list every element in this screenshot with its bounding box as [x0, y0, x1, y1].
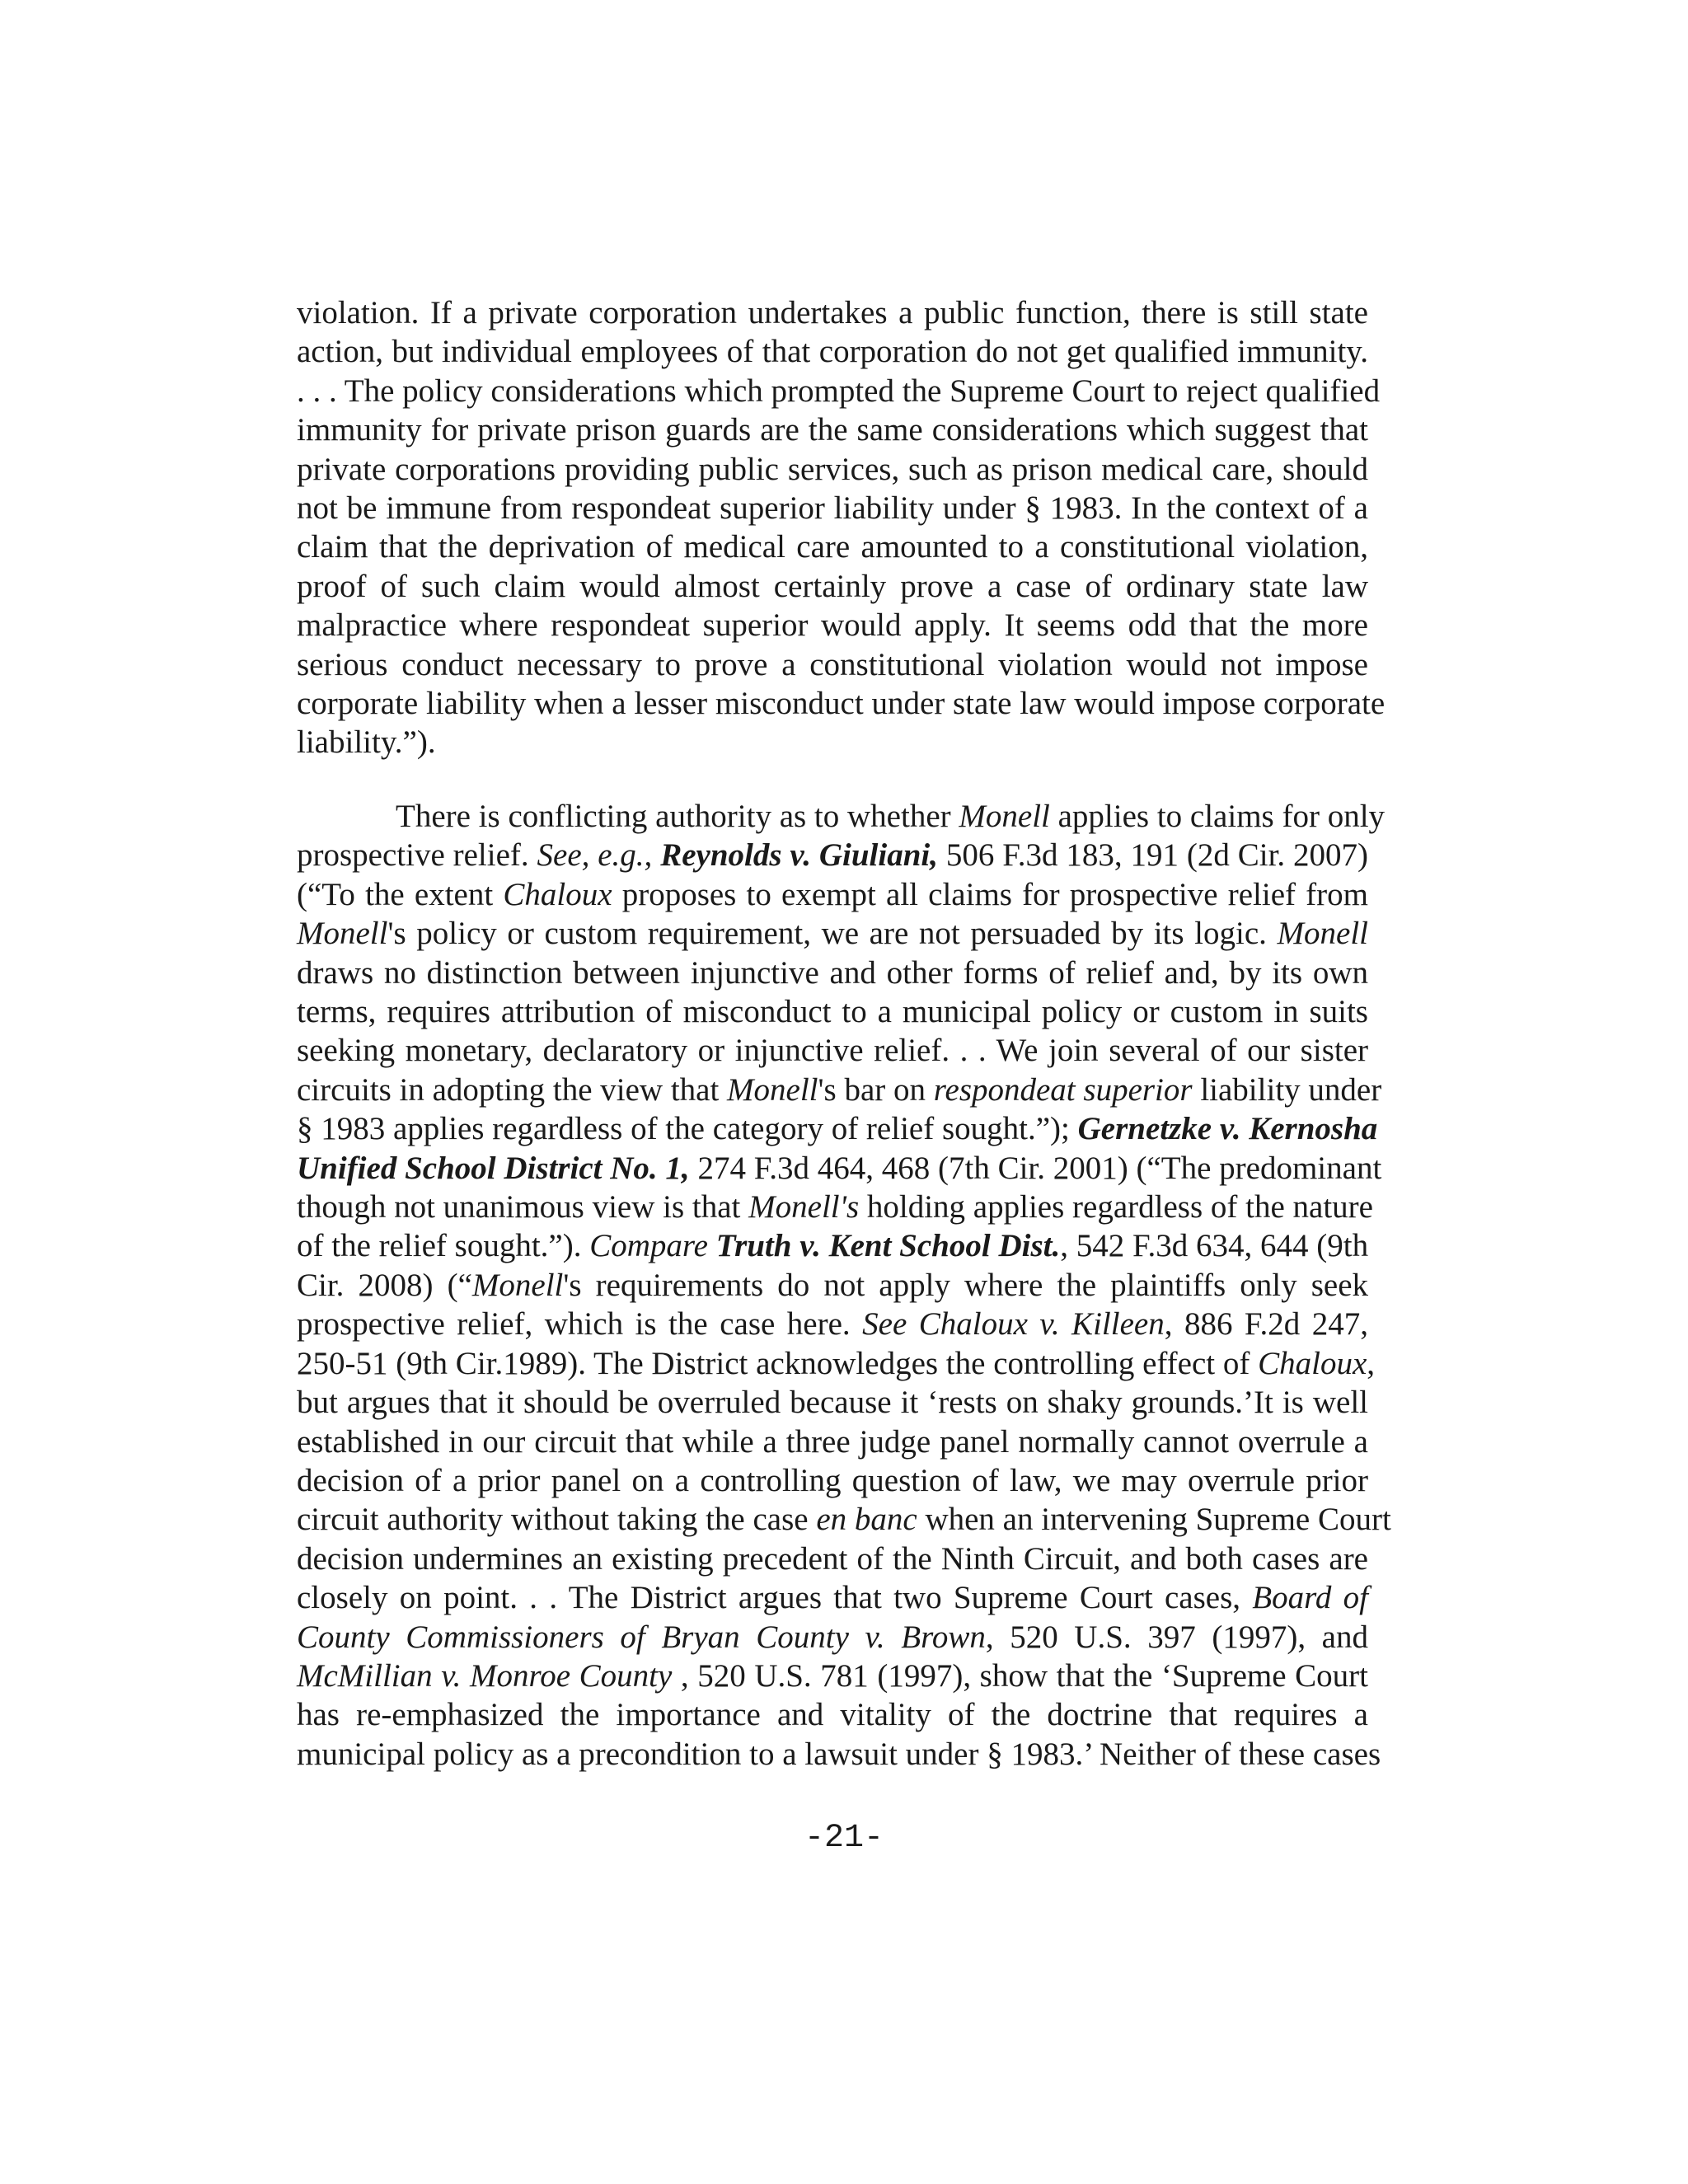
text-line: County Commissioners of Bryan County v. Brown, 520 U.S. 397 (1997), and [297, 1619, 1368, 1655]
text-line: proof of such claim would almost certainly prove a case of ordinary state law [297, 568, 1368, 604]
text-line: . . . The policy considerations which prompted the Supreme Court to reject qualified [297, 373, 1381, 409]
signal: Compare [589, 1228, 708, 1264]
text-line: McMillian v. Monroe County , 520 U.S. 781 (1997), show that the ‘Supreme Court [297, 1657, 1368, 1694]
text-line: corporate liability when a lesser misconduct under state law would impose corporate [297, 686, 1386, 722]
legal-term: respondeat superior [933, 1071, 1193, 1108]
case-name: Monell [471, 1267, 564, 1303]
text-line: decision of a prior panel on a controlling question of law, we may overrule prior [297, 1462, 1368, 1498]
case-name: County Commissioners of Bryan County v. Brown [297, 1619, 986, 1655]
text-line: violation. If a private corporation undertakes a public function, there is still state [297, 295, 1368, 330]
text-line: though not unanimous view is that Monell's holding applies regardless of the nature [297, 1189, 1373, 1226]
case-citation: Truth v. Kent School Dist. [715, 1228, 1061, 1264]
text-line: has re-emphasized the importance and vitality of the doctrine that requires a [297, 1697, 1368, 1733]
text-line: 250-51 (9th Cir.1989). The District acknowledges the controlling effect of Chaloux, [297, 1345, 1376, 1381]
text-line: Monell's policy or custom requirement, we are not persuaded by its logic. Monell [297, 916, 1368, 952]
text-line: (“To the extent Chaloux proposes to exempt all claims for prospective relief from [297, 876, 1368, 912]
text-line: action, but individual employees of that corporation do not get qualified immunity. [297, 334, 1368, 370]
text-line: liability.”). [297, 724, 436, 761]
text-line: private corporations providing public services, such as prison medical care, should [297, 451, 1368, 487]
text-line: § 1983 applies regardless of the category of relief sought.”); Gernetzke v. Kernosha [297, 1111, 1378, 1147]
case-citation: See Chaloux v. Killeen [862, 1306, 1165, 1343]
paragraph-main [297, 797, 1391, 1774]
case-name: Monell [1277, 916, 1368, 952]
text-line: Cir. 2008) (“Monell's requirements do not apply where the plaintiffs only seek [297, 1267, 1368, 1303]
case-name: McMillian v. Monroe County [297, 1657, 673, 1694]
case-name: Board of [1252, 1580, 1368, 1616]
text-line: prospective relief. See, e.g., Reynolds v. Giuliani, 506 F.3d 183, 191 (2d Cir. 2007) [297, 837, 1369, 874]
text-line: serious conduct necessary to prove a constitutional violation would not impose [297, 646, 1368, 682]
text-line: immunity for private prison guards are the same considerations which suggest that [297, 412, 1368, 448]
case-name: Chaloux [503, 876, 612, 912]
text-line: malpractice where respondeat superior would apply. It seems odd that the more [297, 607, 1368, 644]
text-line: but argues that it should be overruled because it ‘rests on shaky grounds.’It is well [297, 1385, 1368, 1421]
text-line: claim that the deprivation of medical care amounted to a constitutional violation, [297, 529, 1368, 565]
text-line: municipal policy as a precondition to a lawsuit under § 1983.’ Neither of these cases [297, 1736, 1381, 1772]
case-name: Chaloux [1258, 1345, 1367, 1381]
paragraph-continuation [297, 293, 1386, 762]
case-name: Monell [727, 1071, 818, 1108]
page-number: -21- [804, 1820, 884, 1857]
legal-term: en banc [816, 1502, 917, 1538]
text-line: There is conflicting authority as to whether Monell applies to claims for only [396, 799, 1386, 834]
text-line: not be immune from respondeat superior liability under § 1983. In the context of a [297, 490, 1368, 527]
text-line: closely on point. . . The District argues that two Supreme Court cases, Board of [297, 1580, 1368, 1616]
text-line: established in our circuit that while a three judge panel normally cannot overrule a [297, 1423, 1368, 1460]
case-citation: Gernetzke v. Kernosha [1077, 1111, 1378, 1147]
text-line: seeking monetary, declaratory or injunctive relief. . . We join several of our sister [297, 1033, 1368, 1069]
text-line: of the relief sought.”). Compare Truth v. Kent School Dist., 542 F.3d 634, 644 (9th [297, 1228, 1369, 1264]
text-line: circuits in adopting the view that Monell's bar on respondeat superior liability under [297, 1071, 1382, 1108]
case-citation: Reynolds v. Giuliani, [660, 837, 938, 874]
signal: See, e.g., [537, 837, 653, 874]
text-line: draws no distinction between injunctive and other forms of relief and, by its own [297, 954, 1368, 991]
text-line: Unified School District No. 1, 274 F.3d 464, 468 (7th Cir. 2001) (“The predominant [297, 1150, 1382, 1186]
text-line: prospective relief, which is the case here. See Chaloux v. Killeen, 886 F.2d 247, [297, 1306, 1368, 1343]
case-name: Monell's [748, 1189, 860, 1226]
case-citation: Unified School District No. 1, [297, 1150, 690, 1186]
text-line: terms, requires attribution of misconduct to a municipal policy or custom in suits [297, 994, 1368, 1030]
case-name: Monell [297, 916, 388, 952]
text-line: circuit authority without taking the case en banc when an intervening Supreme Court [297, 1502, 1391, 1538]
text-line: decision undermines an existing precedent of the Ninth Circuit, and both cases are [297, 1540, 1368, 1577]
case-name: Monell [959, 799, 1050, 834]
